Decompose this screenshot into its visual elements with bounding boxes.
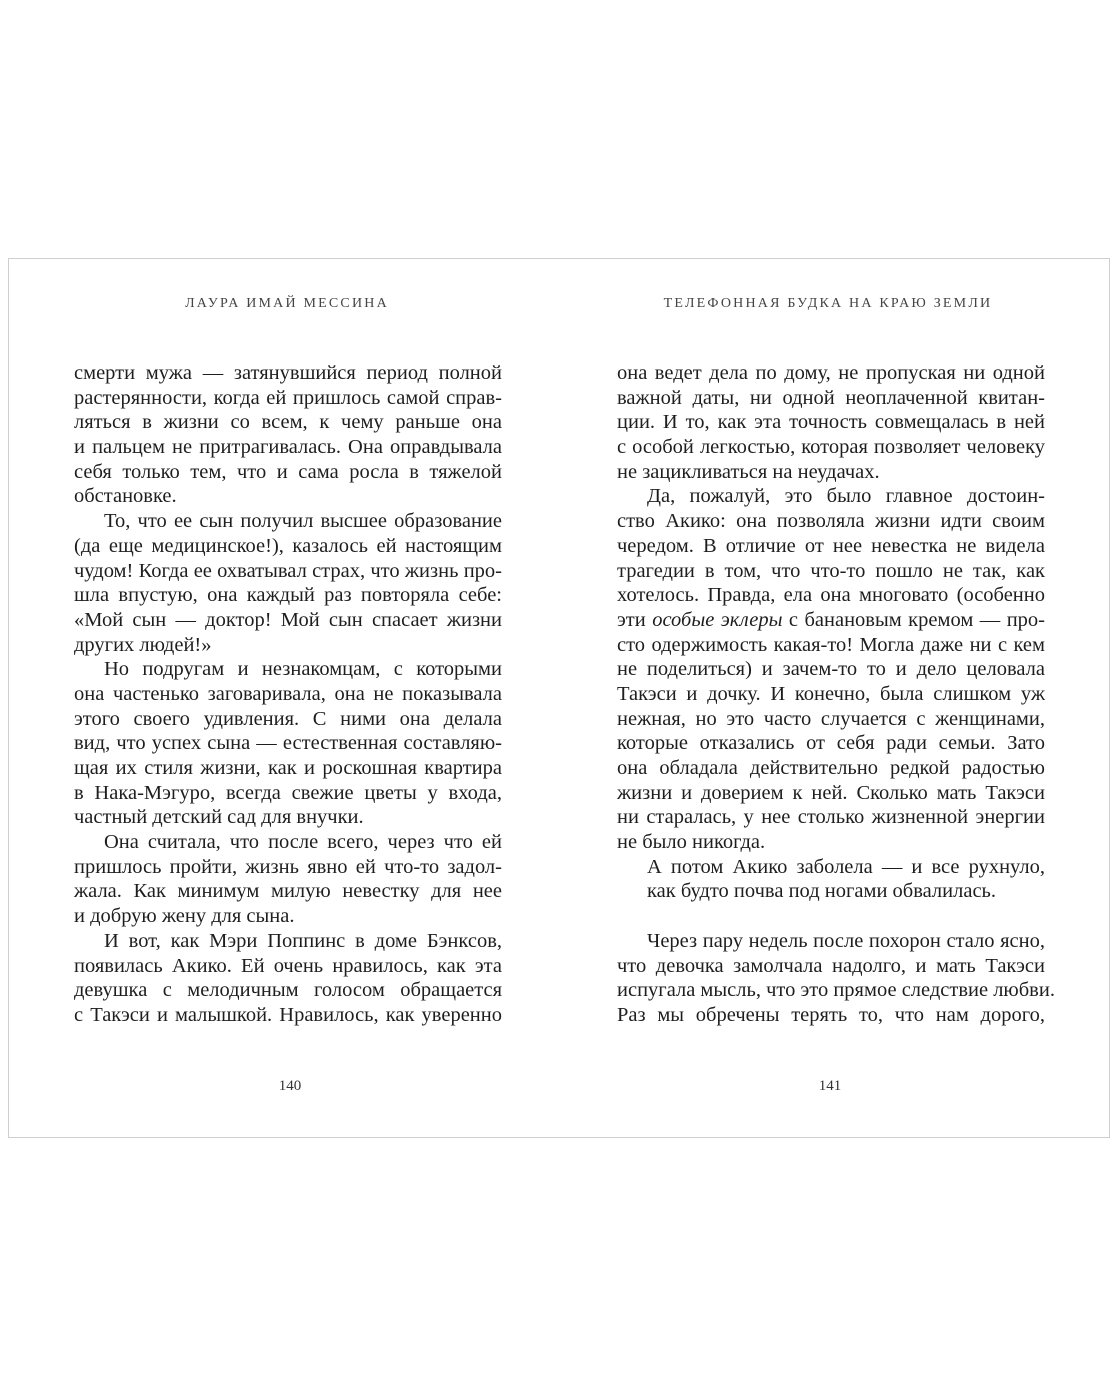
- text-line: не поделиться) и зачем-то то и дело целовала: [617, 658, 1045, 681]
- text-line: сто одержимость какая-то! Могла даже ни с кем: [617, 633, 1045, 656]
- text-line: она обладала действительно редкой радостью: [617, 757, 1045, 779]
- text-line: жизни и доверием к ней. Сколько мать Такэси: [617, 781, 1045, 804]
- text-line: ство Акико: она позволяла жизни идти своим: [617, 510, 1045, 533]
- text-line-italic: эти особые эклеры с банановым кремом — про-: [617, 608, 1045, 631]
- text-line: девушка с мелодичным голосом обращается: [74, 979, 502, 1002]
- text-line: трагедии в том, что что-то пошло не так, как: [617, 559, 1045, 582]
- text-line: и пальцем не притрагивалась. Она оправдывала: [74, 436, 502, 459]
- text-line: испугала мысль, что это прямое следствие любви.: [617, 979, 1055, 1002]
- text-line: с особой легкостью, которая позволяет человеку: [617, 436, 1045, 459]
- right-page-text: [617, 361, 1055, 1028]
- text-line: Но подругам и незнакомцам, с которыми: [104, 658, 502, 681]
- text-line: Такэси и дочку. И конечно, была слишком уж: [617, 682, 1045, 705]
- text-line: она частенько заговаривала, она не показывала: [74, 682, 502, 705]
- text-line: Она считала, что после всего, через что ей: [104, 831, 502, 854]
- text-line: хотелось. Правда, ела она многовато (особенно: [617, 584, 1045, 607]
- text-line: нежная, но это часто случается с женщинами,: [617, 707, 1045, 730]
- page-number-right: 141: [818, 1078, 842, 1094]
- text-line: обстановке.: [74, 485, 177, 508]
- text-line: которые отказались от себя ради семьи. Зато: [617, 732, 1045, 755]
- text-line: что девочка замолчала надолго, и мать Такэси: [617, 954, 1045, 977]
- running-head-author: ЛАУРА ИМАЙ МЕССИНА: [185, 296, 389, 311]
- text-line: (да еще медицинское!), казалось ей настоящим: [74, 534, 502, 557]
- text-line: с Такэси и малышкой. Нравилось, как уверенно: [74, 1003, 502, 1026]
- text-line: вид, что успех сына — естественная составляю-: [74, 732, 502, 755]
- text-line: чудом! Когда ее охватывал страх, что жизнь про-: [74, 559, 502, 582]
- text-line: Раз мы обречены терять то, что нам дорого,: [617, 1003, 1045, 1026]
- text-line: смерти мужа — затянувшийся период полной: [74, 362, 502, 384]
- text-line: «Мой сын — доктор! Мой сын спасает жизни: [74, 608, 502, 631]
- text-line: не зацикливаться на неудачах.: [617, 460, 880, 483]
- text-line: И вот, как Мэри Поппинс в доме Бэнксов,: [104, 929, 502, 952]
- text-line: пришлось пройти, жизнь явно ей что-то задол-: [74, 855, 502, 878]
- text-line: частный детский сад для внучки.: [74, 806, 364, 829]
- page-number-left: 140: [278, 1078, 302, 1094]
- left-page-text: [74, 361, 502, 1028]
- text-line: чередом. В отличие от нее невестка не видела: [617, 534, 1045, 557]
- text-line: других людей!»: [74, 633, 212, 656]
- text-line: этого своего удивления. С ними она делала: [74, 707, 502, 730]
- text-line: щая их стиля жизни, как и роскошная квартира: [74, 757, 502, 779]
- text-line: важной даты, ни одной неоплаченной квитан-: [617, 386, 1045, 409]
- text-line: ляться в жизни со всем, к чему раньше она: [74, 411, 502, 434]
- text-line: Да, пожалуй, это было главное достоин-: [647, 485, 1045, 508]
- text-line: она ведет дела по дому, не пропуская ни одной: [617, 362, 1045, 384]
- text-line: в Нака-Мэгуро, всегда свежие цветы у входа,: [74, 781, 502, 804]
- section-break: [617, 904, 1045, 929]
- text-line: шла впустую, она каждый раз повторяла себе:: [74, 584, 502, 607]
- text-line: А потом Акико заболела — и все рухнуло,: [647, 855, 1045, 878]
- text-line: ни старалась, у нее столько жизненной энергии: [617, 806, 1045, 829]
- text-line: и добрую жену для сына.: [74, 905, 295, 928]
- text-line: появилась Акико. Ей очень нравилось, как эта: [74, 954, 502, 977]
- italic-phrase: особые эклеры: [652, 608, 783, 631]
- text-line: То, что ее сын получил высшее образование: [104, 510, 502, 533]
- text-line: ции. И то, как эта точность совмещалась в ней: [617, 411, 1045, 434]
- text-line: жала. Как минимум милую невестку для нее: [74, 880, 502, 903]
- text-line: не было никогда.: [617, 831, 766, 854]
- text-line: себя только тем, что и сама росла в тяжелой: [74, 460, 502, 483]
- text-line: как будто почва под ногами обвалилась.: [647, 880, 997, 903]
- text-line: Через пару недель после похорон стало ясно,: [647, 929, 1045, 952]
- text-line: растерянности, когда ей пришлось самой справ-: [74, 386, 502, 409]
- running-head-title: ТЕЛЕФОННАЯ БУДКА НА КРАЮ ЗЕМЛИ: [663, 296, 993, 311]
